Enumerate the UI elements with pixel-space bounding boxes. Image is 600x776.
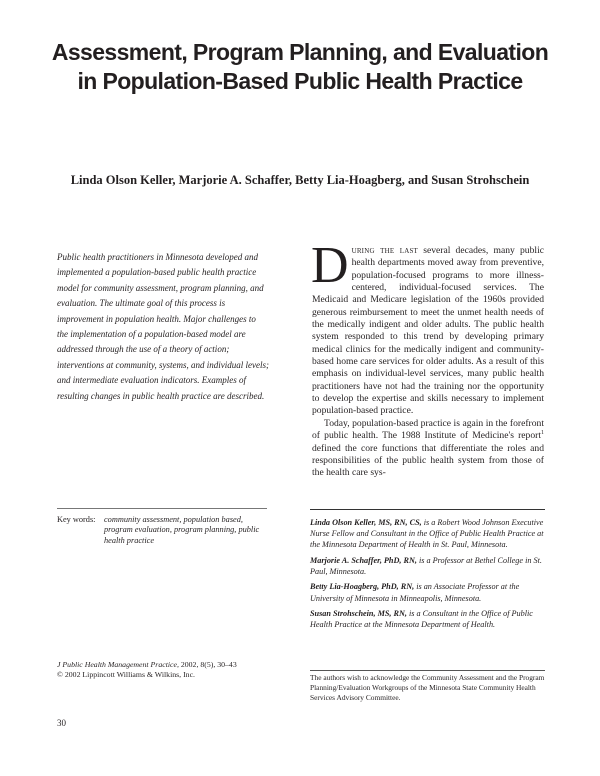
body-paragraph-2 [312,418,544,480]
body-text-column [311,237,544,480]
author-list: Linda Olson Keller, Marjorie A. Schaffer, Betty Lia-Hoagberg, and Susan Strohschein [70,173,530,187]
lead-in-smallcaps: uring the last [351,245,419,256]
keywords-text: community assessment, population based, program evaluation, program planning, public health practice [104,515,260,545]
keywords-label: Key words: [57,515,96,524]
bio-text: is a Consultant in the Office of Public Health Practice at the Minnesota Department of Health. [310,609,533,630]
bio-name: Susan Strohschein, MS, RN, [310,609,407,619]
article-title: Assessment, Program Planning, and Evaluation in Population-Based Public Health Practice [51,39,549,94]
body-paragraph-1 [311,237,544,418]
author-bio [310,581,546,603]
drop-cap: D [311,237,349,294]
copyright: © 2002 Lippincott Williams & Wilkins, Inc. [57,670,195,679]
bio-text: is a Robert Wood Johnson Executive Nurse Fellow and Consultant in the Office of Public Health Practice at the Minnesota Department of Health in St. Paul, Minnesota. [310,518,544,550]
journal-details: 2002, 8(5), 30–43 [178,660,237,669]
journal-citation [57,660,287,680]
author-bios [310,517,546,635]
bio-name: Betty Lia-Hoagberg, PhD, RN, [310,582,415,592]
journal-name: J Public Health Management Practice, [57,660,179,669]
body-paragraph-2-text: Today, population-based practice is again in the forefront of public health. The 1988 Institute of Medicine's report [312,417,544,442]
bio-text: is an Associate Professor at the University of Minnesota in Minneapolis, Minnesota. [310,582,520,603]
bio-name: Linda Olson Keller, MS, RN, CS, [310,518,422,527]
bio-text: is a Professor at Bethel College in St. Paul, Minnesota. [310,555,542,576]
page-number: 30 [57,718,66,728]
bios-divider [310,509,545,510]
author-bio [310,608,546,630]
acknowledgment-divider [310,670,545,671]
author-bio [310,555,546,577]
abstract: Public health practitioners in Minnesota developed and implemented a population-based public health practice model for community assessment, program planning, and evaluation. The ultimate goal of this process is improvement in population health. Major challenges to the implementation of a population-based model are addressed through the use of a theory of action; interventions at community, systems, and individual levels; and intermediate evaluation indicators. Examples of resulting changes in public health practice are described. [57,252,269,401]
body-paragraph-2-continued: defined the core functions that differentiate the roles and responsibilities of the public health system from those of the health care sys- [312,442,544,479]
bio-name: Marjorie A. Schaffer, PhD, RN, [310,555,417,565]
abstract-divider [57,508,267,509]
acknowledgment: The authors wish to acknowledge the Community Assessment and the Program Planning/Evaluation Workgroups of the Minnesota State Community Health Services Advisory Committee. [310,673,545,702]
author-bio [310,517,546,550]
body-paragraph-1-text: several decades, many public health departments moved away from preventive, population-focused programs to more illness-centered, individual-focused services. The Medicaid and Medicare legislation of the 1960s provided generous reimbursement to meet the unmet health needs of the medically indigent and older adults. The public health system responded to this trend by developing primary medical clinics for the medically indigent and community-based home care services for older adults. As a result of this emphasis on individual-level services, many public health practitioners have not had the training nor the opportunity to develop the expertise and skills necessary to implement population-based practice. [312,245,544,417]
reference-marker: 1 [541,429,544,436]
